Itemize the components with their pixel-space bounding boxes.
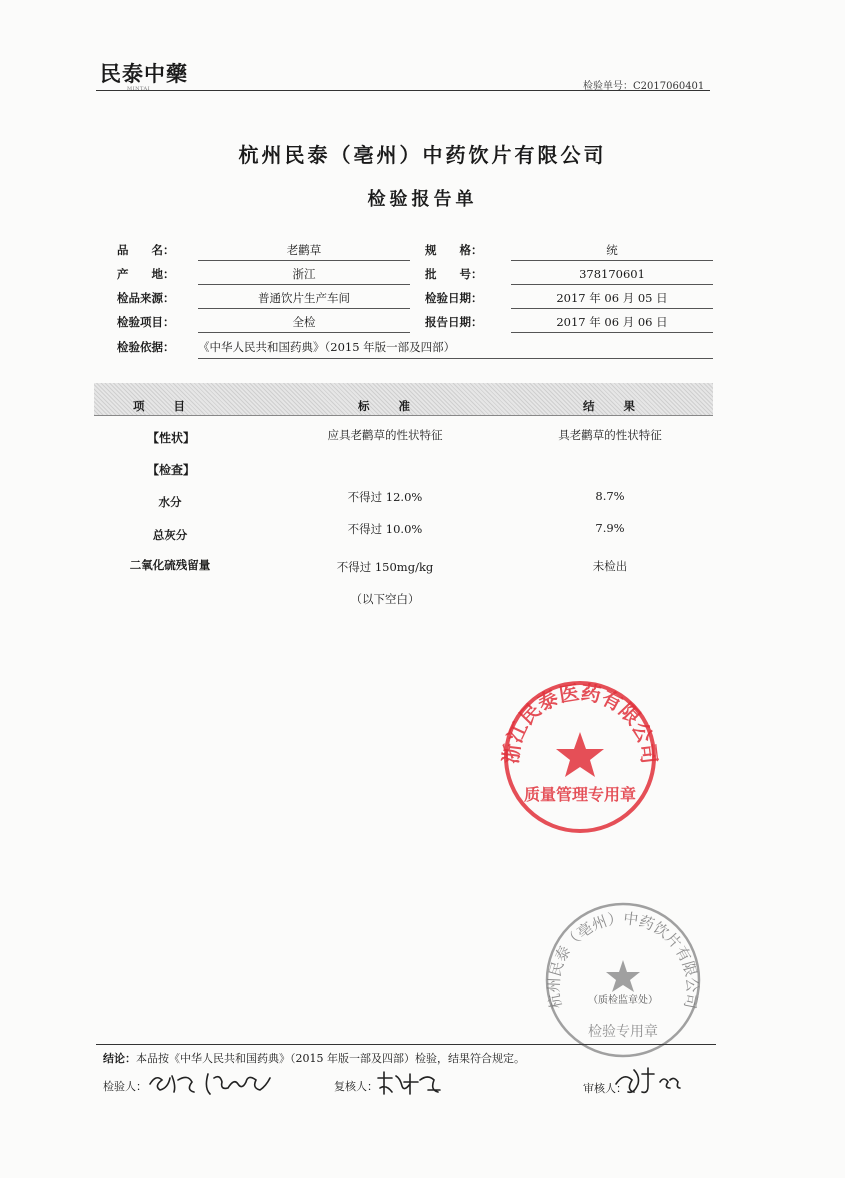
report-title: 检验报告单	[367, 189, 478, 210]
batch-value: 378170601	[579, 267, 645, 281]
table-row-item: 水分	[158, 495, 182, 509]
inspection-seal	[541, 898, 705, 1062]
spec-underline	[511, 260, 713, 261]
section-character: 【性状】	[147, 431, 196, 445]
report-date-value: 2017 年 06 月 06 日	[556, 315, 668, 329]
reviewer-signature	[376, 1068, 442, 1098]
origin-value: 浙江	[292, 267, 316, 281]
section-inspection: 【检查】	[147, 463, 196, 477]
spec-label: 规 格：	[425, 243, 483, 257]
product-label: 品 名：	[117, 243, 175, 257]
table-row-item: 总灰分	[152, 528, 188, 542]
seal-outer-path: 浙江民泰医药有限公司	[498, 680, 662, 765]
batch-label: 批 号：	[425, 267, 483, 281]
company-logo: 民泰中藥	[100, 61, 188, 86]
quality-management-seal	[496, 678, 664, 836]
company-name: 杭州民泰（亳州）中药饮片有限公司	[238, 143, 607, 167]
logo-subtext: MINTAI	[127, 86, 151, 92]
seal-inner-text: 质量管理专用章	[523, 785, 637, 804]
serial-value: C2017060401	[633, 81, 705, 92]
test-date-value: 2017 年 06 月 05 日	[556, 291, 668, 305]
column-header-result: 结 果	[583, 399, 637, 413]
approver-label: 审核人：	[583, 1082, 627, 1095]
table-row-item: 二氧化硫残留量	[129, 558, 211, 572]
seal-outer-path: 杭州民泰（亳州）中药饮片有限公司	[544, 909, 702, 1011]
blank-note: （以下空白）	[350, 592, 420, 606]
serial-label: 检验单号：	[583, 81, 633, 92]
conclusion-label: 结论：	[103, 1052, 136, 1065]
report-date-underline	[511, 332, 713, 333]
table-row-result: 8.7%	[595, 489, 625, 503]
test-item-underline	[198, 332, 410, 333]
test-date-label: 检验日期：	[425, 291, 483, 305]
origin-underline	[198, 284, 410, 285]
seal-middle-text: （质检监章处）	[588, 995, 658, 1006]
basis-underline	[198, 358, 713, 359]
seal-inner-text: 检验专用章	[588, 1024, 658, 1040]
spec-value: 统	[606, 243, 618, 257]
reviewer-label: 复核人：	[334, 1080, 378, 1093]
conclusion-divider	[96, 1044, 716, 1045]
table-row-result: 7.9%	[595, 521, 625, 535]
product-underline	[198, 260, 410, 261]
source-underline	[198, 308, 410, 309]
approver-signature	[612, 1064, 682, 1098]
origin-label: 产 地：	[117, 267, 175, 281]
character-standard: 应具老鹳草的性状特征	[327, 428, 443, 442]
conclusion	[103, 1050, 525, 1066]
table-row-standard: 不得过 150mg/kg	[336, 560, 434, 574]
test-date-underline	[511, 308, 713, 309]
conclusion-text: 本品按《中华人民共和国药典》（2015 年版一部及四部）检验，结果符合规定。	[136, 1052, 525, 1065]
header-divider	[96, 90, 710, 91]
source-label: 检品来源：	[117, 291, 175, 305]
product-value: 老鹳草	[286, 243, 322, 257]
column-header-item: 项 目	[133, 399, 187, 413]
test-item-value: 全检	[292, 315, 316, 329]
test-item-label: 检验项目：	[117, 315, 175, 329]
source-value: 普通饮片生产车间	[258, 291, 350, 305]
basis-label: 检验依据：	[117, 340, 175, 354]
basis-value: 《中华人民共和国药典》（2015 年版一部及四部）	[198, 340, 456, 354]
inspector-signature	[148, 1066, 276, 1098]
batch-underline	[511, 284, 713, 285]
table-row-result: 未检出	[592, 559, 628, 573]
inspector-label: 检验人：	[103, 1080, 147, 1093]
table-row-standard: 不得过 12.0%	[347, 490, 423, 504]
report-date-label: 报告日期：	[425, 315, 483, 329]
column-header-standard: 标 准	[358, 399, 412, 413]
character-result: 具老鹳草的性状特征	[558, 428, 662, 442]
table-row-standard: 不得过 10.0%	[347, 522, 423, 536]
